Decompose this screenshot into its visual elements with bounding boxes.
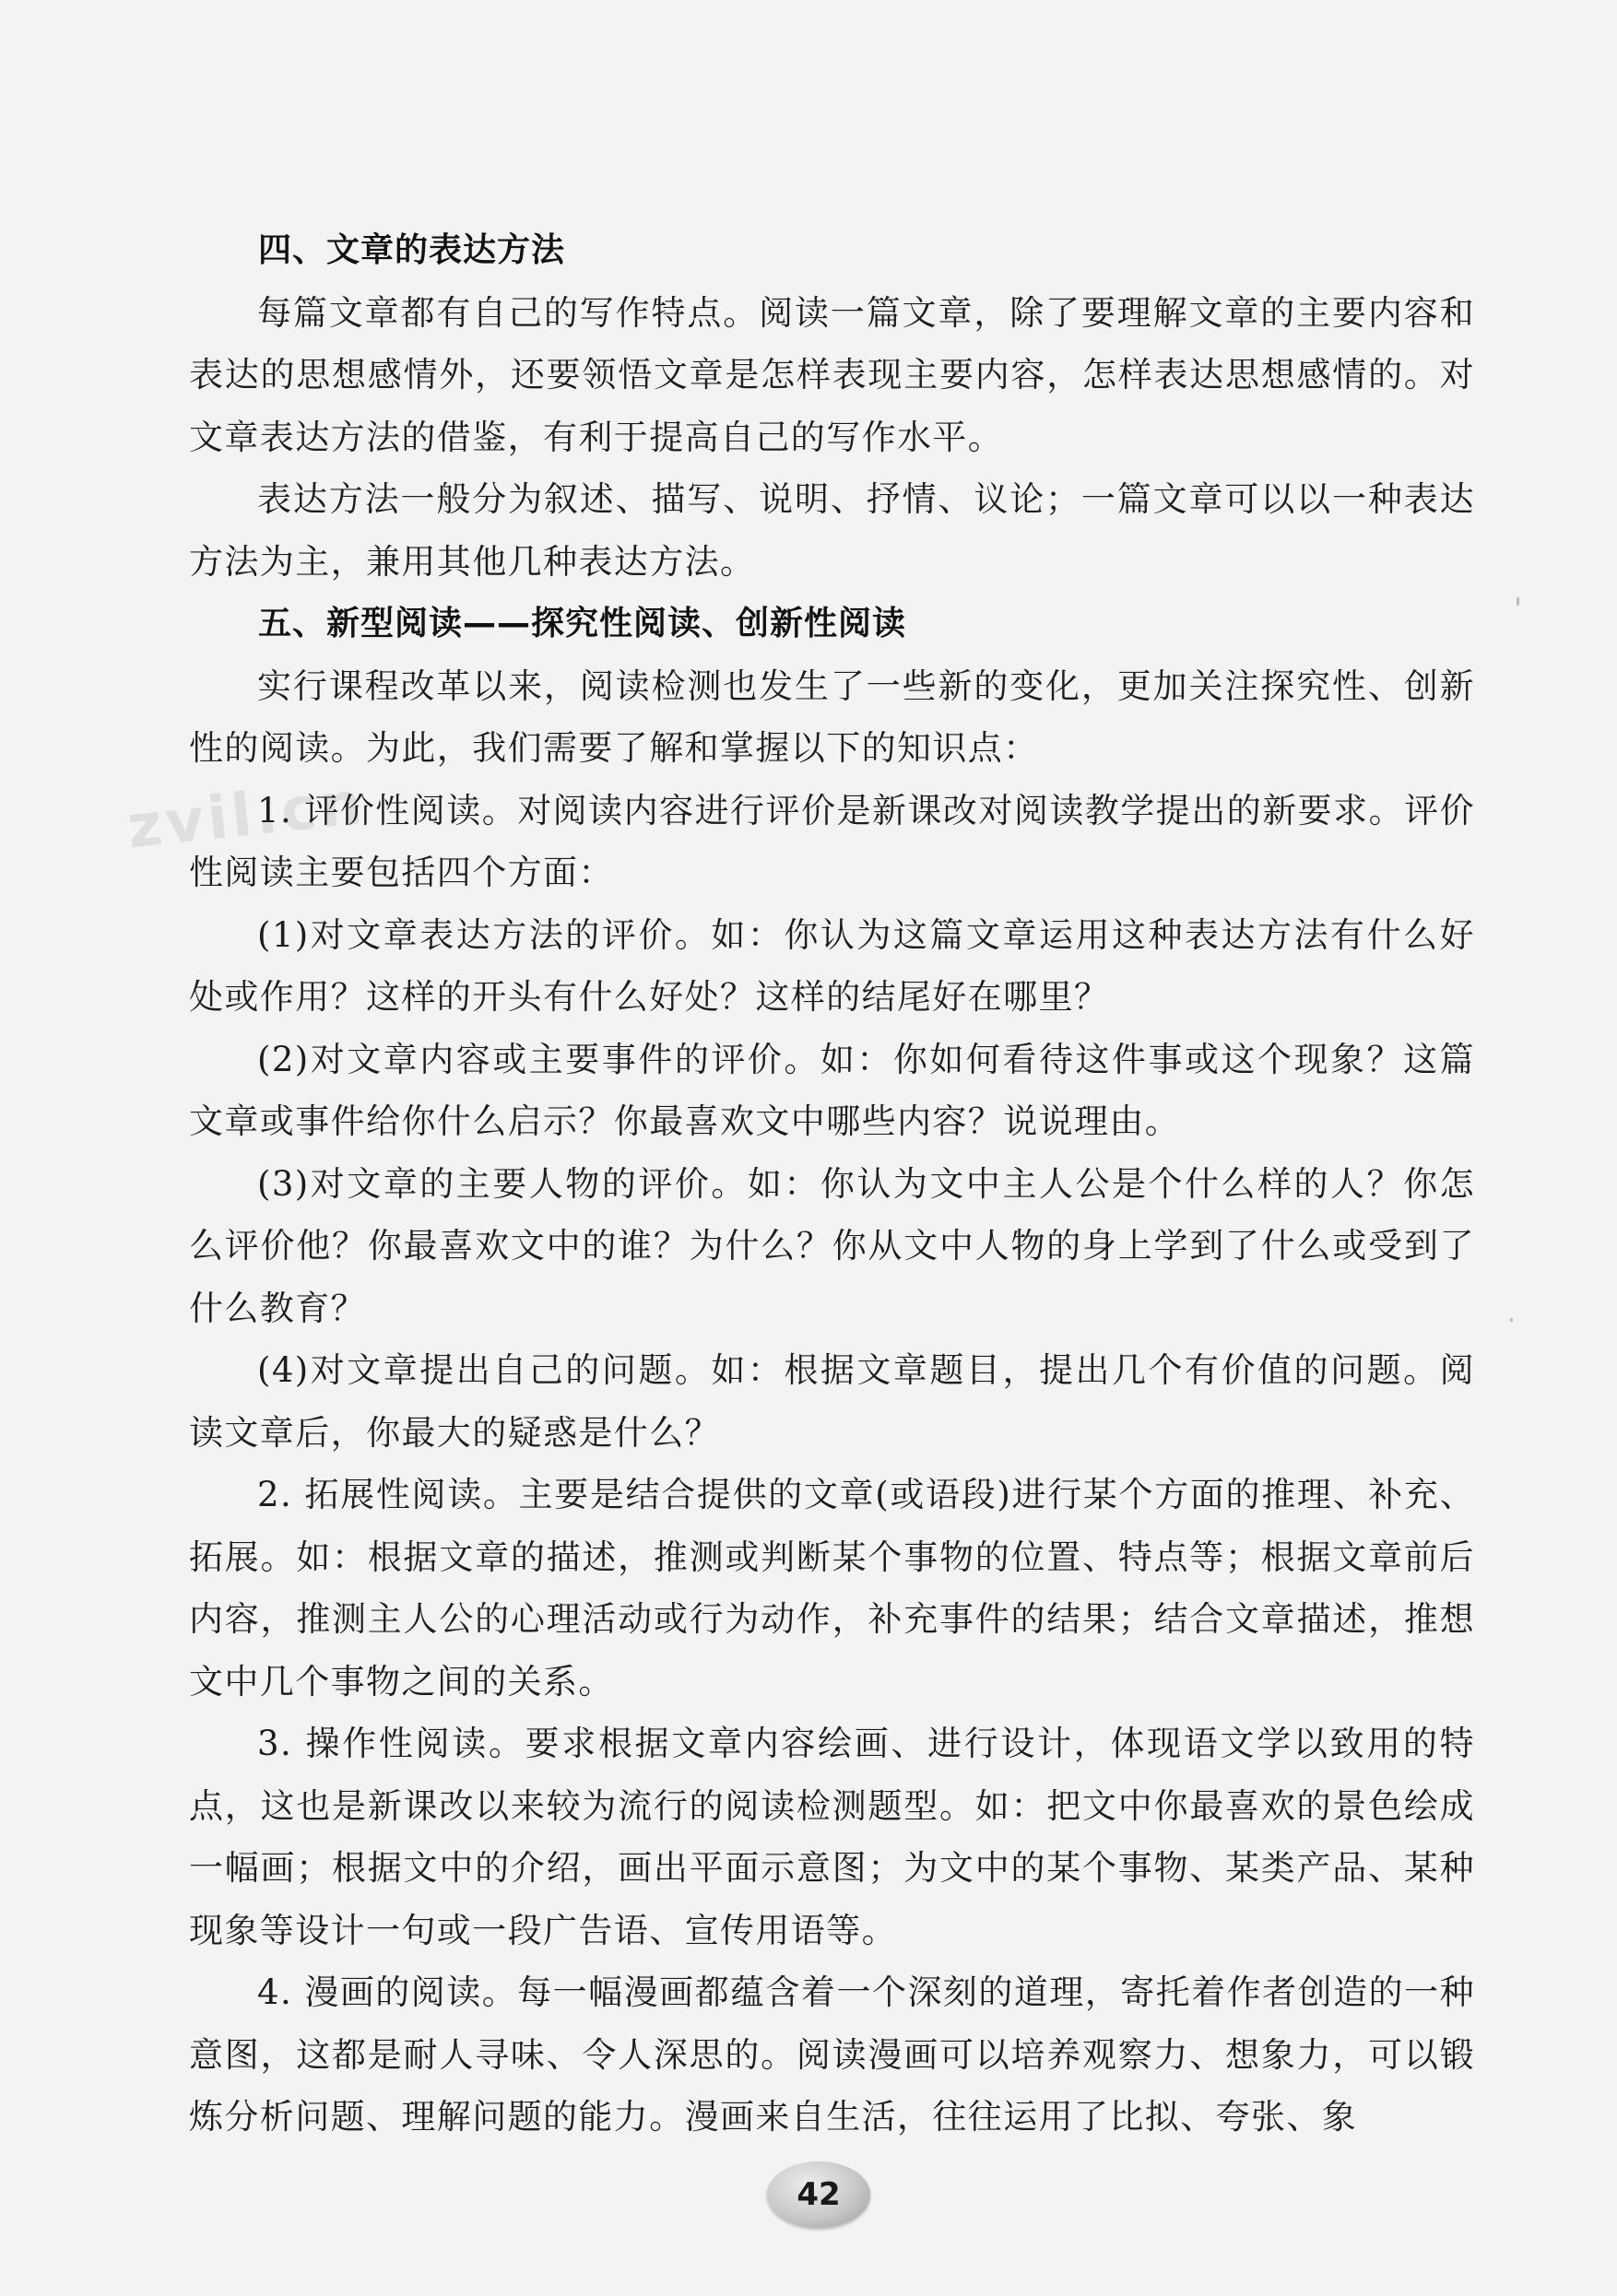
scan-speck <box>1510 1318 1513 1322</box>
paragraph: 4. 漫画的阅读。每一幅漫画都蕴含着一个深刻的道理，寄托着作者创造的一种意图，这都是耐人寻味、令人深思的。阅读漫画可以培养观察力、想象力，可以锻炼分析问题、理解问题的能力。漫画来自生活，往往运用了比拟、夸张、象 <box>189 1972 1475 2137</box>
page-number-badge <box>767 2161 870 2228</box>
paragraph: (1)对文章表达方法的评价。如：你认为这篇文章运用这种表达方法有什么好处或作用？这样的开头有什么好处？这样的结尾好在哪里？ <box>189 914 1475 1017</box>
section-heading-new-reading: 五、新型阅读——探究性阅读、创新性阅读 <box>258 605 907 642</box>
paragraph: (4)对文章提出自己的问题。如：根据文章题目，提出几个有价值的问题。阅读文章后，你最大的疑惑是什么？ <box>189 1350 1475 1453</box>
page-content <box>189 219 1475 2149</box>
paragraph: 3. 操作性阅读。要求根据文章内容绘画、进行设计，体现语文学以致用的特点，这也是新课改以来较为流行的阅读检测题型。如：把文中你最喜欢的景色绘成一幅画；根据文中的介绍，画出平面示意图；为文中的某个事物、某类产品、某种现象等设计一句或一段广告语、宣传用语等。 <box>189 1724 1475 1950</box>
paragraph: 实行课程改革以来，阅读检测也发生了一些新的变化，更加关注探究性、创新性的阅读。为此，我们需要了解和掌握以下的知识点： <box>189 665 1475 768</box>
paragraph: (2)对文章内容或主要事件的评价。如：你如何看待这件事或这个现象？这篇文章或事件给你什么启示？你最喜欢文中哪些内容？说说理由。 <box>189 1039 1475 1141</box>
paragraph: 表达方法一般分为叙述、描写、说明、抒情、议论；一篇文章可以以一种表达方法为主，兼用其他几种表达方法。 <box>189 479 1475 582</box>
page-number: 42 <box>797 2176 841 2213</box>
paragraph: 2. 拓展性阅读。主要是结合提供的文章(或语段)进行某个方面的推理、补充、拓展。如：根据文章的描述，推测或判断某个事物的位置、特点等；根据文章前后内容，推测主人公的心理活动或行为动作，补充事件的结果；结合文章描述，推想文中几个事物之间的关系。 <box>189 1475 1475 1701</box>
paragraph: (3)对文章的主要人物的评价。如：你认为文中主人公是个什么样的人？你怎么评价他？你最喜欢文中的谁？为什么？你从文中人物的身上学到了什么或受到了什么教育？ <box>189 1163 1475 1328</box>
paragraph: 1. 评价性阅读。对阅读内容进行评价是新课改对阅读教学提出的新要求。评价性阅读主要包括四个方面： <box>189 790 1475 892</box>
section-heading-expression-methods: 四、文章的表达方法 <box>258 231 566 269</box>
scan-speck <box>1517 597 1519 606</box>
watermark-text: zvil.cn <box>124 769 369 863</box>
paragraph: 每篇文章都有自己的写作特点。阅读一篇文章，除了要理解文章的主要内容和表达的思想感情外，还要领悟文章是怎样表现主要内容，怎样表达思想感情的。对文章表达方法的借鉴，有利于提高自己的写作水平。 <box>189 292 1475 457</box>
